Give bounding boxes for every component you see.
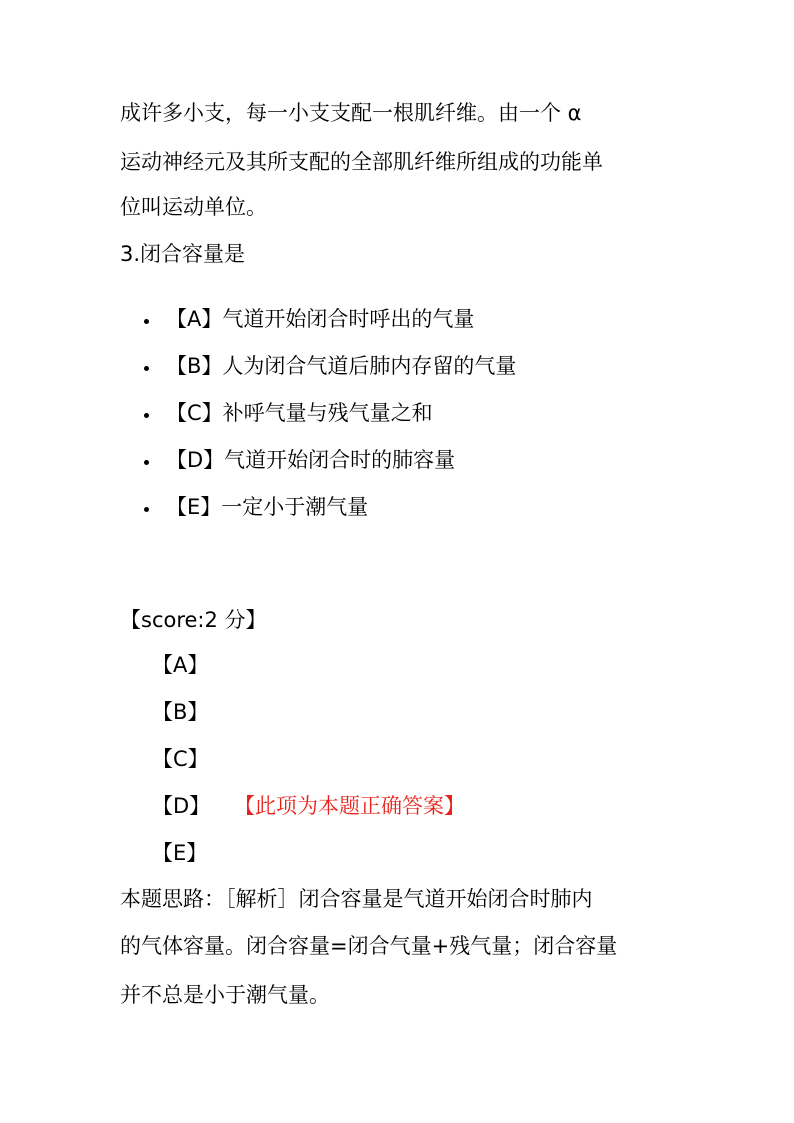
option-label-b: 【B】人为闭合气道后肺内存留的气量: [166, 354, 517, 378]
explanation-line-1: 本题思路：［解析］闭合容量是气道开始闭合时肺内: [120, 887, 593, 911]
answer-item-e: [152, 838, 210, 885]
option-label-c: 【C】补呼气量与残气量之和: [166, 401, 433, 425]
answer-label-c: 【C】: [152, 747, 209, 771]
score-label: 【score:2 分】: [120, 608, 267, 632]
answer-list: [152, 650, 465, 885]
answer-label-a: 【A】: [152, 653, 209, 677]
option-label-e: 【E】一定小于潮气量: [166, 495, 369, 519]
option-item-c: [144, 398, 516, 445]
answer-item-b: [152, 697, 210, 744]
answer-label-b: 【B】: [152, 700, 209, 724]
bullet-icon: [144, 413, 149, 418]
bullet-icon: [144, 507, 149, 512]
explanation-line-2: 的气体容量。闭合容量=闭合气量+残气量；闭合容量: [120, 934, 618, 958]
answer-item-d: [152, 791, 465, 838]
answer-label-d: 【D】: [152, 794, 211, 818]
correct-answer-note: 【此项为本题正确答案】: [234, 794, 465, 818]
intro-text-line-1: 成许多小支，每一小支支配一根肌纤维。由一个 α: [120, 101, 582, 125]
intro-text-line-2: 运动神经元及其所支配的全部肌纤维所组成的功能单: [120, 150, 603, 174]
option-label-a: 【A】气道开始闭合时呼出的气量: [166, 307, 475, 331]
option-item-e: [144, 492, 516, 539]
option-list: [144, 304, 516, 539]
answer-item-c: [152, 744, 210, 791]
bullet-icon: [144, 460, 149, 465]
explanation-line-3: 并不总是小于潮气量。: [120, 983, 330, 1007]
answer-item-a: [152, 650, 210, 697]
answer-label-e: 【E】: [152, 841, 208, 865]
intro-text-line-3: 位叫运动单位。: [120, 195, 267, 219]
option-item-a: [144, 304, 516, 351]
question-title: 3.闭合容量是: [120, 242, 246, 266]
option-item-d: [144, 445, 516, 492]
bullet-icon: [144, 319, 149, 324]
option-label-d: 【D】气道开始闭合时的肺容量: [166, 448, 456, 472]
option-item-b: [144, 351, 516, 398]
bullet-icon: [144, 366, 149, 371]
